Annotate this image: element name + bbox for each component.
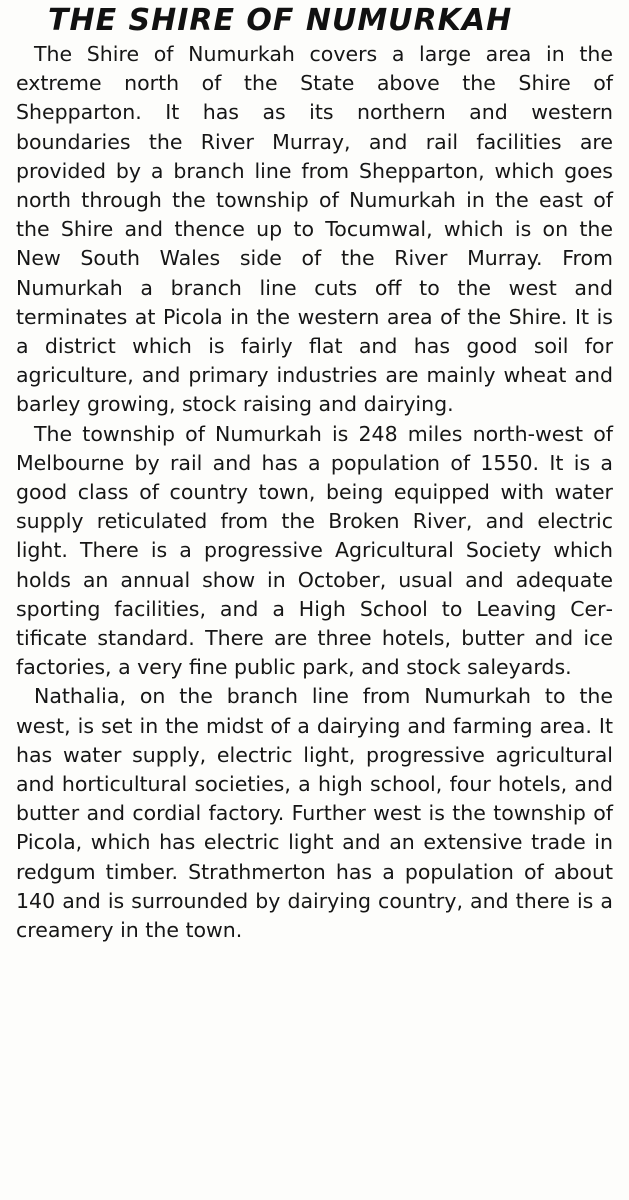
paragraph-shire-overview: The Shire of Numurkah covers a large area in the extreme north of the State above the Shire of Shepparton. It has as its northern and western boundaries the River Murray, and rail facilities are provided by a branch line from Shepparton, which goes north through the township of Numurkah in the east of the Shire and thence up to Tocumwal, which is on the New South Wales side of the River Murray. From Numurkah a branch line cuts off to the west and terminates at Picola in the western area of the Shire. It is a district which is fairly flat and has good soil for agriculture, and primary industries are mainly wheat and barley growing, stock raising and dairying.: [16, 42, 613, 417]
paragraph-numurkah-township: The township of Numurkah is 248 miles north-west of Melbourne by rail and has a population of 1550. It is a good class of country town, being equipped with water supply reticulated from the Broken River, and electric light. There is a progressive Agricultural Society which holds an annual show in October, usual and adequate sporting facilities, and a High School to Leaving Certificate standard. There are three hotels, butter and ice factories, a very fine public park, and stock saleyards.: [16, 421, 613, 680]
article-title: THE SHIRE OF NUMURKAH: [48, 3, 513, 38]
paragraph-nathalia-picola-strathmerton: Nathalia, on the branch line from Numurkah to the west, is set in the midst of a dairying and farming area. It has water supply, electric light, progressive agricultural and horticultural societies, a high school, four hotels, and butter and cordial factory. Further west is the township of Picola, which has electric light and an extensive trade in redgum timber. Strathmerton has a population of about 140 and is surrounded by dairying country, and there is a creamery in the town.: [16, 684, 613, 943]
